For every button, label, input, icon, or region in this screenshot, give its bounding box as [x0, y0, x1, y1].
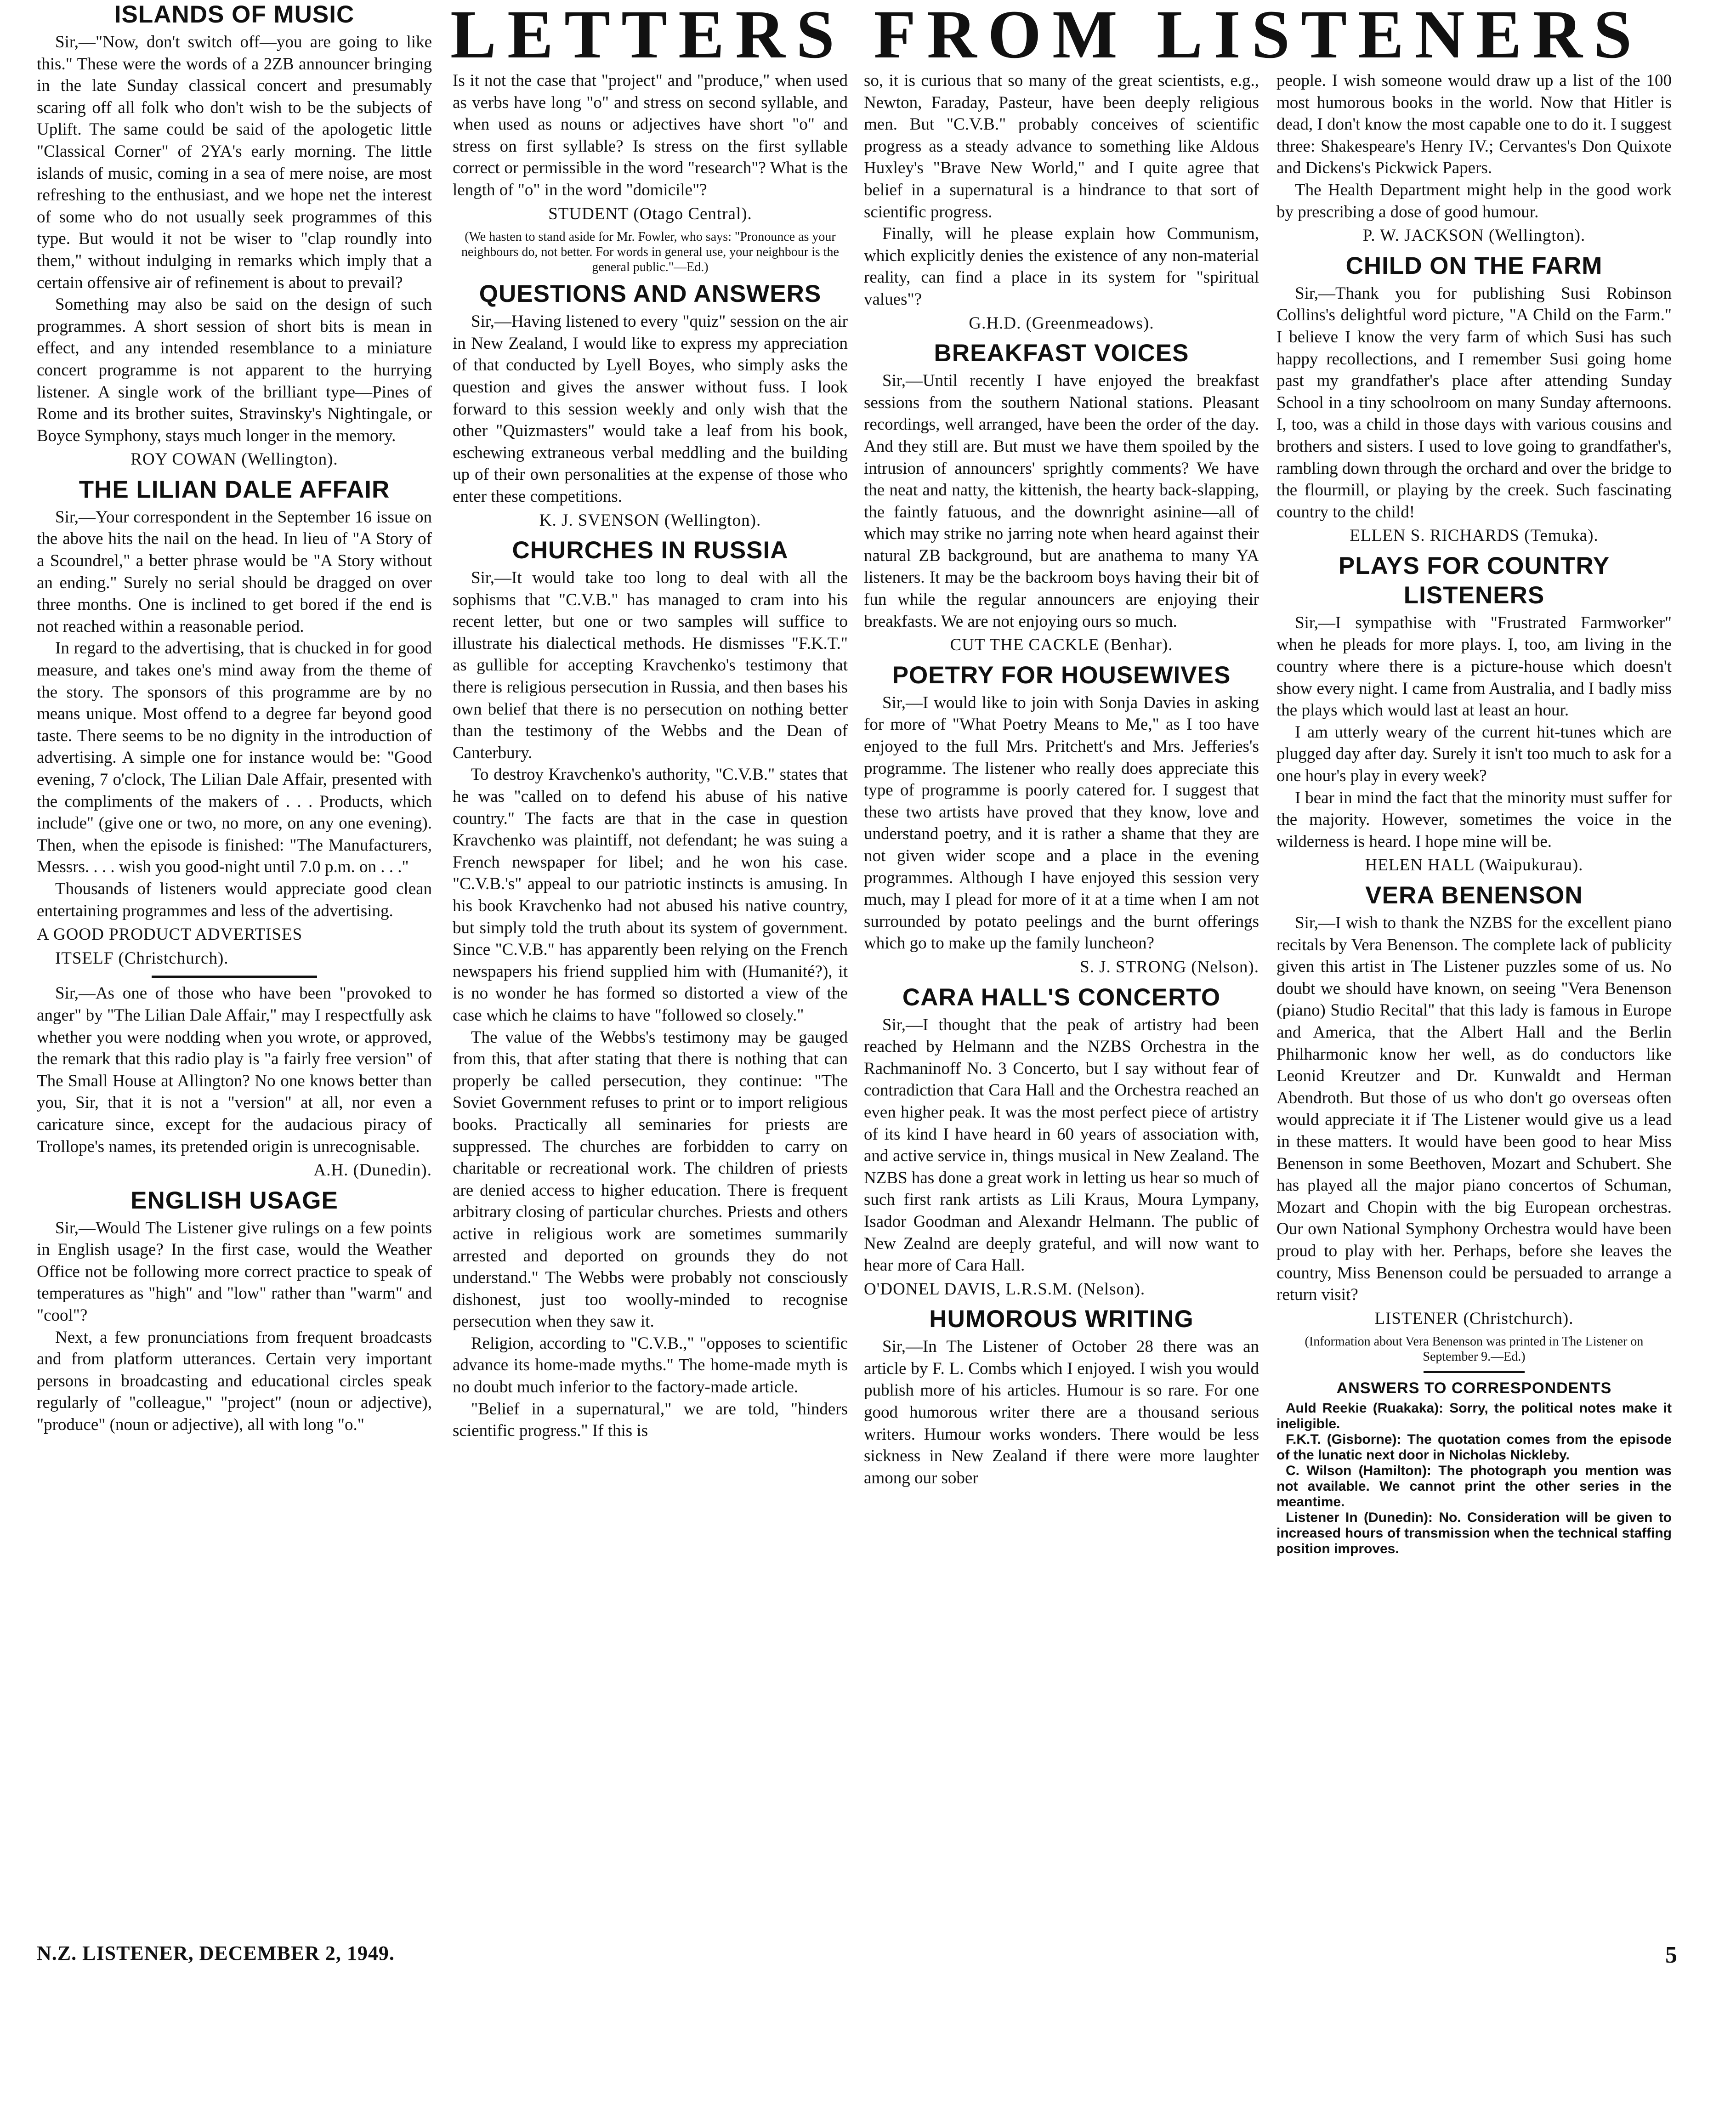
- column-3: [864, 70, 1259, 1489]
- letter-paragraph: Sir,—I sympathise with "Frustrated Farmworker" when he pleads for more plays. I, too, am living in the country where there is a picture-house which doesn't show every night. I came from Australia, and I badly miss the plays which would last at least an hour.: [1276, 613, 1672, 720]
- letter-paragraph: Finally, will he please explain how Communism, which explicitly denies the existence of any non-material reality, can find a place in its system for "spiritual values"?: [864, 224, 1259, 309]
- letter-paragraph: Next, a few pronunciations from frequent broadcasts and from platform utterances. Certain very important persons in broadcasting and educational circles speak regularly of "colleague," "project" (noun or adjective), "produce" (noun or adjective), all with long "o.": [37, 1328, 432, 1435]
- letter-signature: HELEN HALL (Waipukurau).: [1365, 856, 1583, 875]
- letter-paragraph: so, it is curious that so many of the great scientists, e.g., Newton, Faraday, Pasteur, have been deeply religious men. But "C.V.B." probably conceives of scientific progress as a steady advance to something like Aldous Huxley's "Brave New World," and I quite agree that belief in a supernatural is a hindrance to that sort of scientific progress.: [864, 71, 1259, 221]
- letter-paragraph: Sir,—Until recently I have enjoyed the breakfast sessions from the southern National stations. Pleasant recordings, well arranged, have been the order of the day. And they still are. But must we have them spoiled by the intrusion of announcers' sprightly comments? We have the neat and natty, the kittenish, the hearty back-slapping, the faintly fatuous, and the downright asinine—all of which may strike no jarring note when heard against their natural ZB background, but are anathema to many YA listeners. It may be the backroom boys having their bit of fun while the regular announcers are enjoying their breakfasts. We are not enjoying ours so much.: [864, 371, 1259, 631]
- letter-paragraph: Sir,—I wish to thank the NZBS for the excellent piano recitals by Vera Benenson. The complete lack of publicity given this artist in The Listener puzzles some of us. No doubt we should have known, on seeing "Vera Benenson (piano) Studio Recital" that this lady is famous in Europe and America, that the Albert Hall and the Berlin Philharmonic know her well, as do conductors like Leonid Kreutzer and Dr. Kunwaldt and Herman Abendroth. But those of us who don't go overseas often would appreciate it if The Listener would give us a lead in these matters. It would have been good to hear Miss Benenson in some Beethoven, Mozart and Schubert. She has played all the major piano concertos of Schuman, Mozart and Chopin with the big European orchestras. Our own National Symphony Orchestra would have been proud to play with her. Perhaps, before she leaves the country, Miss Benenson could be persuaded to arrange a return visit?: [1276, 914, 1672, 1305]
- heading-breakfast-voices: BREAKFAST VOICES: [934, 340, 1189, 367]
- heading-poetry-for-housewives: POETRY FOR HOUSEWIVES: [892, 661, 1231, 689]
- letter-signature: LISTENER (Christchurch).: [1374, 1309, 1574, 1328]
- letter-paragraph: Religion, according to "C.V.B.," "opposes to scientific advance its home-made myths." The home-made myth is no doubt much inferior to the factory-made article.: [453, 1334, 848, 1397]
- heading-lilian-dale-affair: THE LILIAN DALE AFFAIR: [79, 476, 390, 503]
- letter-paragraph: Sir,—Having listened to every "quiz" session on the air in New Zealand, I would like to express my appreciation of that conducted by Lyell Boyes, who simply asks the question and gives the answer without fuss. I look forward to this session weekly and only wish that the other "Quizmasters" would take a leaf from his book, eschewing extraneous verbal meddling and the building up of their own personalities at the expense of those who enter these competitions.: [453, 312, 848, 506]
- letter-paragraph: Sir,—Would The Listener give rulings on a few points in English usage? In the first case, would the Weather Office not be following more correct practice to speak of temperatures as "high" and "low" rather than "warm" and "cool"?: [37, 1218, 432, 1325]
- page-footer: [37, 1941, 1691, 1969]
- heading-plays-for-country-listeners: PLAYS FOR COUNTRY LISTENERS: [1338, 552, 1610, 609]
- letter-signature: G.H.D. (Greenmeadows).: [969, 313, 1154, 333]
- heading-cara-halls-concerto: CARA HALL'S CONCERTO: [902, 983, 1221, 1011]
- heading-child-on-the-farm: CHILD ON THE FARM: [1345, 252, 1603, 279]
- section-divider: [1424, 1371, 1525, 1373]
- heading-churches-in-russia: CHURCHES IN RUSSIA: [512, 537, 789, 564]
- answer-item: Auld Reekie (Ruakaka): Sorry, the political notes make it ineligible.: [1276, 1400, 1672, 1431]
- heading-questions-and-answers: QUESTIONS AND ANSWERS: [479, 280, 822, 308]
- letter-signature: ROY COWAN (Wellington).: [130, 450, 338, 469]
- page-number: 5: [1665, 1942, 1677, 1968]
- letter-paragraph: The Health Department might help in the good work by prescribing a dose of good humour.: [1276, 180, 1672, 221]
- letter-paragraph: Is it not the case that "project" and "produce," when used as verbs have long "o" and stress on second syllable, and when used as nouns or adjectives have short "o" and stress on first syllable? Is stress on the first syllable correct or permissible in the word "research"? What is the length of "o" in the word "domicile"?: [453, 71, 848, 199]
- letter-signature: O'DONEL DAVIS, L.R.S.M. (Nelson).: [864, 1279, 1146, 1299]
- letter-paragraph: Sir,—I thought that the peak of artistry had been reached by Helmann and the NZBS Orchestra in the Rachmaninoff No. 3 Concerto, but I say without fear of contradiction that Cara Hall and the Orchestra reached an even higher peak. It was the most perfect piece of artistry of its kind I have heard in 60 years of association with, and active service in, things musical in New Zealand. The NZBS has done a great work in letting us hear so much of such first rank artists as Lili Kraus, Moura Lympany, Isador Goodman and Alexandr Helmann. The public of New Zealnd are deeply grateful, and will now want to hear more of Cara Hall.: [864, 1015, 1259, 1275]
- heading-english-usage: ENGLISH USAGE: [130, 1186, 338, 1214]
- letter-paragraph: Thousands of listeners would appreciate good clean entertaining programmes and less of the advertising.: [37, 879, 432, 920]
- letter-signature: P. W. JACKSON (Wellington).: [1362, 226, 1586, 245]
- letter-paragraph: Sir,—It would take too long to deal with all the sophisms that "C.V.B." has managed to cram into his recent letter, but one or two samples will suffice to illustrate his dialectical methods. He dismisses "F.K.T." as gullible for accepting Kravchenko's testimony that there is religious persecution in Russia, and then bases his own belief that there is no persecution on nothing better than the testimony of the Webbs and the Dean of Canterbury.: [453, 568, 848, 762]
- letter-signature: A.H. (Dunedin).: [313, 1161, 432, 1180]
- letter-paragraph: Sir,—Your correspondent in the September 16 issue on the above hits the nail on the head. In lieu of "A Story of a Scoundrel," a better phrase would be "A Story without an ending." Surely no serial should be dragged on over three months. One is inclined to get bored if the end is not reached within a reasonable period.: [37, 507, 432, 636]
- heading-vera-benenson: VERA BENENSON: [1365, 882, 1583, 909]
- letter-signature: STUDENT (Otago Central).: [548, 204, 752, 223]
- letter-signature: A GOOD PRODUCT ADVERTISES: [37, 925, 303, 944]
- masthead-title: LETTERS FROM LISTENERS: [450, 0, 1643, 73]
- editor-note: (Information about Vera Benenson was printed in The Listener on September 9.—Ed.): [1305, 1334, 1644, 1364]
- letter-paragraph: I bear in mind the fact that the minority must suffer for the majority. However, sometimes the voice in the wilderness is heard. I hope mine will be.: [1276, 788, 1672, 851]
- column-4: [1276, 70, 1672, 1557]
- letter-paragraph: In regard to the advertising, that is chucked in for good measure, and takes one's mind away from the theme of the story. The sponsors of this programme are by no means unique. Most offend to a degree far beyond good taste. There seems to be no dignity in the introduction of advertising. A simple one for instance would be: "Good evening, 7 o'clock, The Lilian Dale Affair, presented with the compliments of the makers of . . . Products, which include" (give one or two, no more, on any one evening). Then, when the episode is finished: "The Manufacturers, Messrs. . . . wish you good-night until 7.0 p.m. on . . .": [37, 639, 432, 877]
- letter-signature: S. J. STRONG (Nelson).: [1080, 957, 1259, 976]
- letter-paragraph: Sir,—In The Listener of October 28 there was an article by F. L. Combs which I enjoyed. I wish you would publish more of his articles. Humour is so rare. For one good humorous writer there are a thousand serious writers. Humour works wonders. There would be less sickness in New Zealand if there were more laughter among our sober: [864, 1337, 1259, 1487]
- heading-islands-of-music: ISLANDS OF MUSIC: [114, 1, 355, 28]
- column-1: [37, 0, 432, 1436]
- letter-paragraph: "Belief in a supernatural," we are told, "hinders scientific progress." If this is: [453, 1399, 848, 1441]
- answer-item: Listener In (Dunedin): No. Consideration will be given to increased hours of transmission when the technical staffing position improves.: [1276, 1510, 1672, 1556]
- section-divider: [152, 976, 317, 978]
- letter-signature: ELLEN S. RICHARDS (Temuka).: [1350, 526, 1599, 545]
- letter-paragraph: I am utterly weary of the current hit-tunes which are plugged day after day. Surely it isn't too much to ask for a one hour's play in every week?: [1276, 722, 1672, 786]
- publication-line: N.Z. LISTENER, DECEMBER 2, 1949.: [37, 1942, 395, 1964]
- letter-paragraph: Something may also be said on the design of such programmes. A short session of short bits is mean in effect, and any intended resemblance to a miniature concert programme is not apparent to the hurrying listener. A single work of the brilliant type—Pines of Rome and its brother suites, Stravinsky's Nightingale, or Boyce Symphony, stays much longer in the memory.: [37, 295, 432, 445]
- letter-signature: ITSELF (Christchurch).: [55, 948, 229, 968]
- answer-item: F.K.T. (Gisborne): The quotation comes from the episode of the lunatic next door in Nicholas Nickleby.: [1276, 1431, 1672, 1463]
- letter-paragraph: To destroy Kravchenko's authority, "C.V.B." states that he was "called on to defend his abuse of his native country." The facts are that in the case in question Kravchenko was plaintiff, not defendant; he was suing a French newspaper for libel; and he won his case. "C.V.B.'s" appeal to our patriotic instincts is amusing. In his book Kravchenko had not abused his native country, but simply told the truth about its system of government. Since "C.V.B." has apparently been relying on the French newspapers his friend supplied him with (Humanité?), it is no wonder he has formed so distorted a view of the case which he claims to have "followed so closely.": [453, 765, 848, 1025]
- letter-signature: K. J. SVENSON (Wellington).: [539, 511, 761, 530]
- letter-paragraph: Sir,—I would like to join with Sonja Davies in asking for more of "What Poetry Means to Me," as I too have enjoyed to the full Mrs. Pritchett's and Mrs. Jefferies's programme. The listener who really does appreciate this type of programme is poorly catered for. I suggest that these two artists have proved that they know, love and understand poetry, and it is rather a shame that they are not given wider scope and a place in the evening programmes. Although I have enjoyed this session very much, may I plead for more of it at a time when I am not surrounded by potato peelings and the burnt offerings which go to make up the family luncheon?: [864, 693, 1259, 953]
- letter-paragraph: The value of the Webbs's testimony may be gauged from this, that after stating that there is nothing that can properly be called persecution, they continue: "The Soviet Government refuses to print or to import religious books. Practically all seminaries for priests are suppressed. The churches are forbidden to carry on charitable or recreational work. The children of priests are denied access to higher education. There is frequent arbitrary closing of particular churches. Priests and others active in religious work are sometimes summarily arrested and deported on grounds they do not understand." The Webbs were probably not consciously dishonest, just too woolly-minded to recognise persecution when they saw it.: [453, 1027, 848, 1331]
- letter-signature: CUT THE CACKLE (Benhar).: [950, 636, 1173, 655]
- letter-paragraph: Sir,—"Now, don't switch off—you are going to like this." These were the words of a 2ZB announcer bringing in the late Sunday classical concert and presumably scaring off all folk who don't wish to be the subjects of Uplift. The same could be said of the apologetic little "Classical Corner" of 2YA's early morning. The little islands of music, coming in a sea of mere noise, are most refreshing to the enthusiast, and we hope net the interest of some who do not usually seek programmes of this type. But would it not be wiser to "clap roundly into them," without indulging in remarks which imply that a certain offensive air of refinement is about to prevail?: [37, 33, 432, 292]
- letter-paragraph: people. I wish someone would draw up a list of the 100 most humorous books in the world. Now that Hitler is dead, I don't know the most capable one to do it. I suggest three: Shakespeare's Henry IV.; Cervantes's Don Quixote and Dickens's Pickwick Papers.: [1276, 71, 1672, 178]
- editor-note: (We hasten to stand aside for Mr. Fowler, who says: "Pronounce as your neighbours do, not better. For words in general use, your neighbour is the general public."—Ed.): [461, 230, 839, 275]
- column-2: [453, 70, 848, 1442]
- letter-paragraph: Sir,—As one of those who have been "provoked to anger" by "The Lilian Dale Affair," may I respectfully ask whether you were nodding when you wrote, or approved, the remark that this radio play is "a fairly free version" of The Small House at Allington? No one knows better than you, Sir, that it is not a "version" at all, nor even a caricature since, except for the audacious piracy of Trollope's names, its pretended origin is unrecognisable.: [37, 984, 432, 1156]
- heading-humorous-writing: HUMOROUS WRITING: [929, 1305, 1194, 1333]
- heading-answers-to-correspondents: ANSWERS TO CORRESPONDENTS: [1336, 1379, 1612, 1397]
- answer-item: C. Wilson (Hamilton): The photograph you mention was not available. We cannot print the other series in the meantime.: [1276, 1463, 1672, 1510]
- letter-paragraph: Sir,—Thank you for publishing Susi Robinson Collins's delightful word picture, "A Child on the Farm." I believe I know the very farm of which Susi has such happy recollections, and I remember Susi going home past my grandfather's place after attending Sunday School in a tiny schoolroom on many Sunday afternoons. I, too, was a child in those days with various cousins and brothers and sisters. I used to love going to grandfather's, rambling down through the orchard and over the bridge to the flourmill, or playing by the creek. Such fascinating country to the child!: [1276, 284, 1672, 522]
